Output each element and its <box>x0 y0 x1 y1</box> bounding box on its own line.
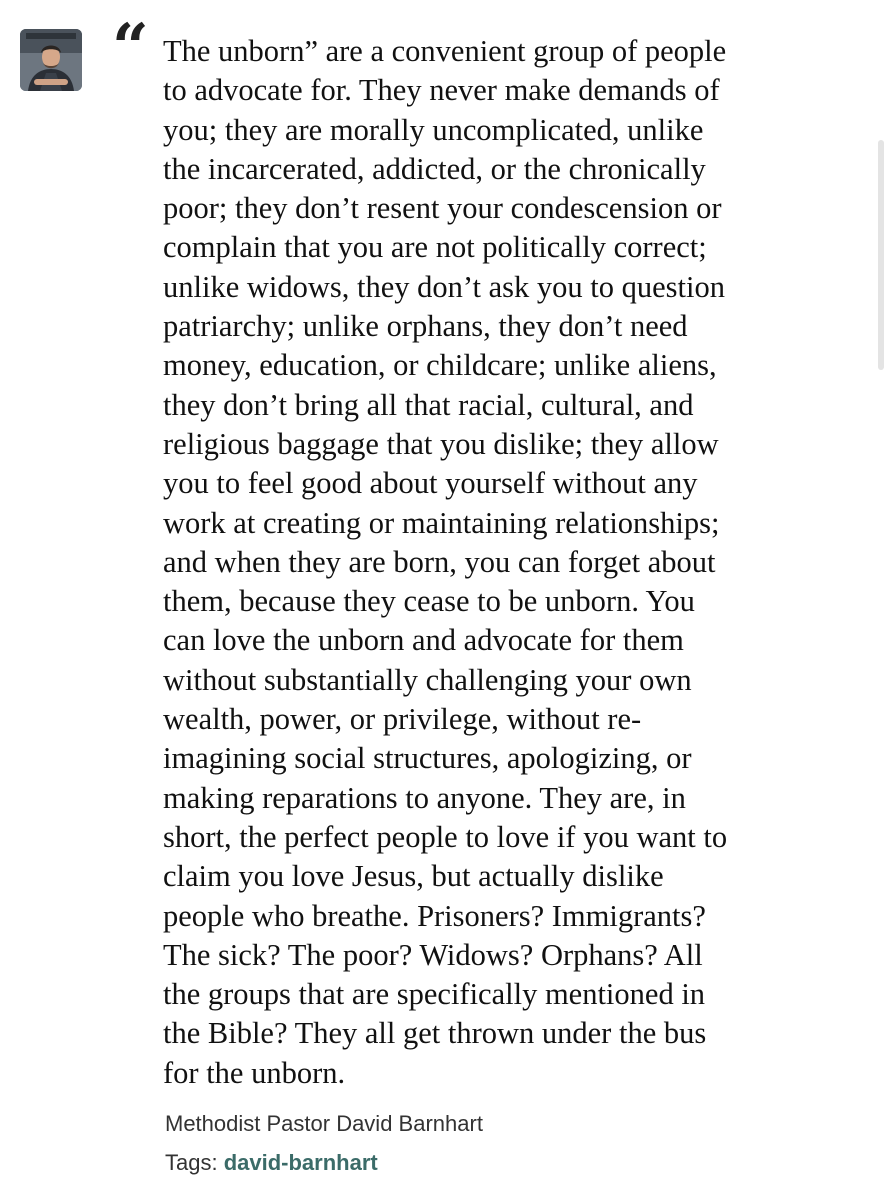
quote-line: poor; they don’t resent your condescension or <box>163 191 722 226</box>
quote-line: they don’t bring all that racial, cultural, and <box>163 387 694 422</box>
quote-line: The sick? The poor? Widows? Orphans? All <box>163 937 703 972</box>
quote-line: you to feel good about yourself without any <box>163 466 698 501</box>
quote-line: for the unborn. <box>163 1055 346 1090</box>
quote-line: them, because they cease to be unborn. You <box>163 584 695 619</box>
quote-line: to advocate for. They never make demands of <box>163 73 720 108</box>
quote-line: claim you love Jesus, but actually dislike <box>163 859 664 894</box>
tags-row <box>165 1148 378 1178</box>
quote-line: can love the unborn and advocate for them <box>163 623 684 658</box>
quote-line: work at creating or maintaining relationships; <box>163 505 720 540</box>
quote-attribution: Methodist Pastor David Barnhart <box>165 1111 483 1136</box>
quote-line: people who breathe. Prisoners? Immigrants? <box>163 898 706 933</box>
quote-line: making reparations to anyone. They are, in <box>163 780 686 815</box>
quote-line: religious baggage that you dislike; they allow <box>163 426 719 461</box>
quote-line: short, the perfect people to love if you want to <box>163 819 728 854</box>
quote-line: complain that you are not politically correct; <box>163 230 707 265</box>
quote-line: imagining social structures, apologizing, or <box>163 741 692 776</box>
quote-line: The unborn” are a convenient group of people <box>163 34 727 68</box>
quote-line: unlike widows, they don’t ask you to question <box>163 269 725 304</box>
quote-line: the groups that are specifically mentioned in <box>163 977 706 1012</box>
scrollbar[interactable] <box>878 140 884 370</box>
tag-link-david-barnhart[interactable]: david-barnhart <box>223 1150 378 1175</box>
quote-line: wealth, power, or privilege, without re- <box>163 702 642 737</box>
quote-line: and when they are born, you can forget about <box>163 544 716 579</box>
quote-line: patriarchy; unlike orphans, they don’t need <box>163 309 688 344</box>
open-quote-icon: “ <box>112 10 149 85</box>
quote-line: you; they are morally uncomplicated, unlike <box>163 112 704 147</box>
avatar-image <box>20 29 82 91</box>
quote-line: money, education, or childcare; unlike aliens, <box>163 348 717 383</box>
tags-label: Tags: <box>165 1150 224 1175</box>
quote-line: without substantially challenging your own <box>163 662 692 697</box>
avatar[interactable] <box>20 29 82 91</box>
quote-line: the incarcerated, addicted, or the chronically <box>163 151 706 186</box>
quote-text <box>163 32 853 1093</box>
quote-line: the Bible? They all get thrown under the bus <box>163 1016 707 1051</box>
